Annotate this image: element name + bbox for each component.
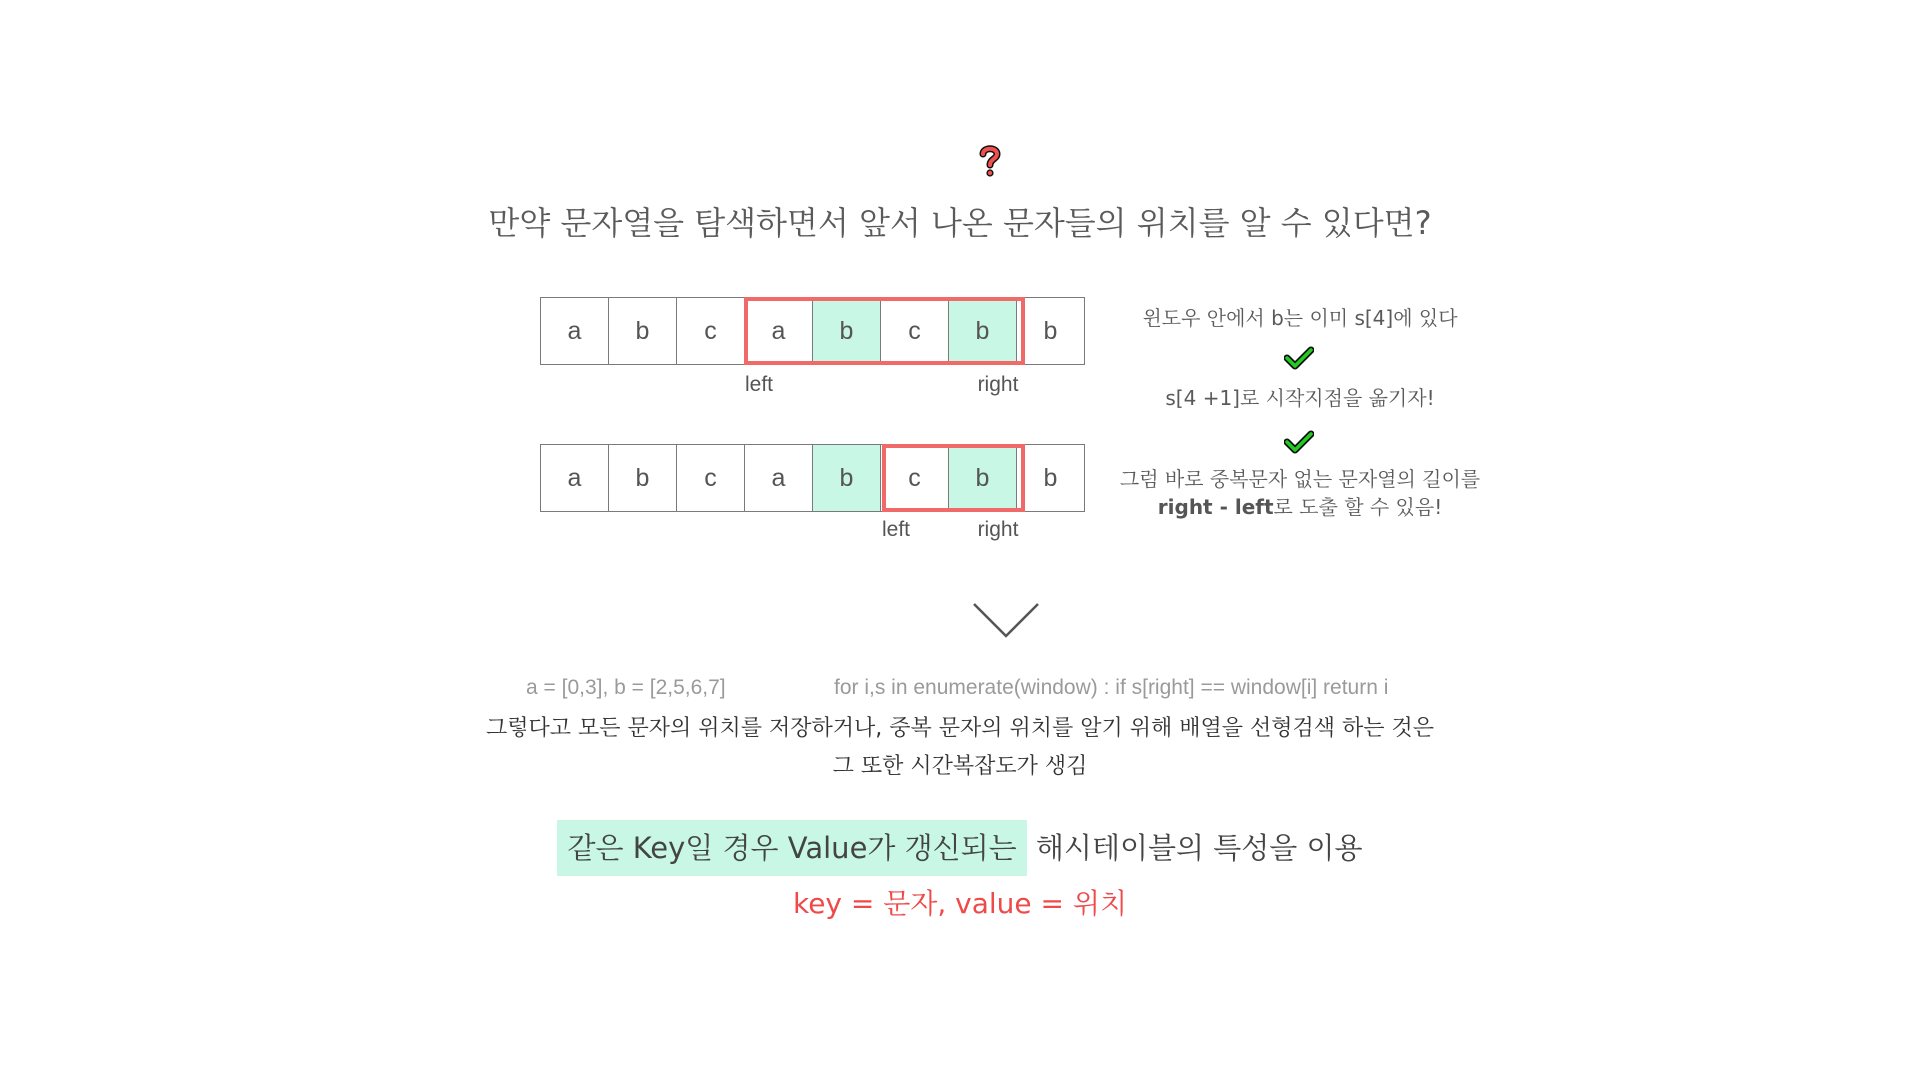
question-icon bbox=[978, 144, 1002, 178]
char-cell: a bbox=[744, 444, 813, 512]
linear-search-code: for i,s in enumerate(window) : if s[right] == window[i] return i bbox=[834, 676, 1389, 699]
body-text-line-1: 그렇다고 모든 문자의 위치를 저장하거나, 중복 문자의 위치를 알기 위해 배열을 선형검색 하는 것은 bbox=[486, 716, 1434, 741]
left-pointer-label: left bbox=[881, 518, 910, 541]
check-icon bbox=[1284, 430, 1314, 454]
char-cell: c bbox=[880, 444, 949, 512]
chevron-down-icon bbox=[972, 602, 1040, 640]
char-cell-highlighted: b bbox=[948, 444, 1017, 512]
char-cell: b bbox=[608, 297, 677, 365]
formula-rest: 로 도출 할 수 있음! bbox=[1273, 495, 1443, 519]
body-text-line-2: 그 또한 시간복잡도가 생김 bbox=[832, 754, 1088, 779]
char-cell: c bbox=[676, 297, 745, 365]
char-cell: a bbox=[540, 444, 609, 512]
note-length-line: 그럼 바로 중복문자 없는 문자열의 길이를 bbox=[1119, 467, 1481, 491]
note-move-start: s[4 +1]로 시작지점을 옮기자! bbox=[1165, 386, 1435, 410]
right-pointer-label: right bbox=[977, 518, 1019, 541]
char-cell-highlighted: b bbox=[812, 297, 881, 365]
right-pointer-label: right bbox=[977, 373, 1019, 396]
key-value-definition: key = 문자, value = 위치 bbox=[792, 887, 1127, 920]
page-heading: 만약 문자열을 탐색하면서 앞서 나온 문자들의 위치를 알 수 있다면? bbox=[488, 204, 1432, 242]
note-length-formula bbox=[1100, 493, 1500, 521]
char-cell: a bbox=[540, 297, 609, 365]
hashtable-highlight: 같은 Key일 경우 Value가 갱신되는 bbox=[557, 820, 1026, 876]
string-row-2 bbox=[540, 444, 1085, 512]
char-cell: b bbox=[1016, 444, 1085, 512]
char-cell: a bbox=[744, 297, 813, 365]
char-cell: c bbox=[880, 297, 949, 365]
char-cell-highlighted: b bbox=[948, 297, 1017, 365]
char-cell: b bbox=[1016, 297, 1085, 365]
hashtable-rest: 해시테이블의 특성을 이용 bbox=[1026, 831, 1363, 865]
char-cell: b bbox=[608, 444, 677, 512]
string-row-1 bbox=[540, 297, 1085, 365]
positions-example: a = [0,3], b = [2,5,6,7] bbox=[526, 676, 726, 699]
formula-bold: right - left bbox=[1157, 495, 1274, 519]
note-window-contains-b: 윈도우 안에서 b는 이미 s[4]에 있다 bbox=[1142, 306, 1458, 330]
char-cell-highlighted: b bbox=[812, 444, 881, 512]
check-icon bbox=[1284, 346, 1314, 370]
hashtable-statement bbox=[0, 820, 1920, 876]
left-pointer-label: left bbox=[744, 373, 773, 396]
char-cell: c bbox=[676, 444, 745, 512]
